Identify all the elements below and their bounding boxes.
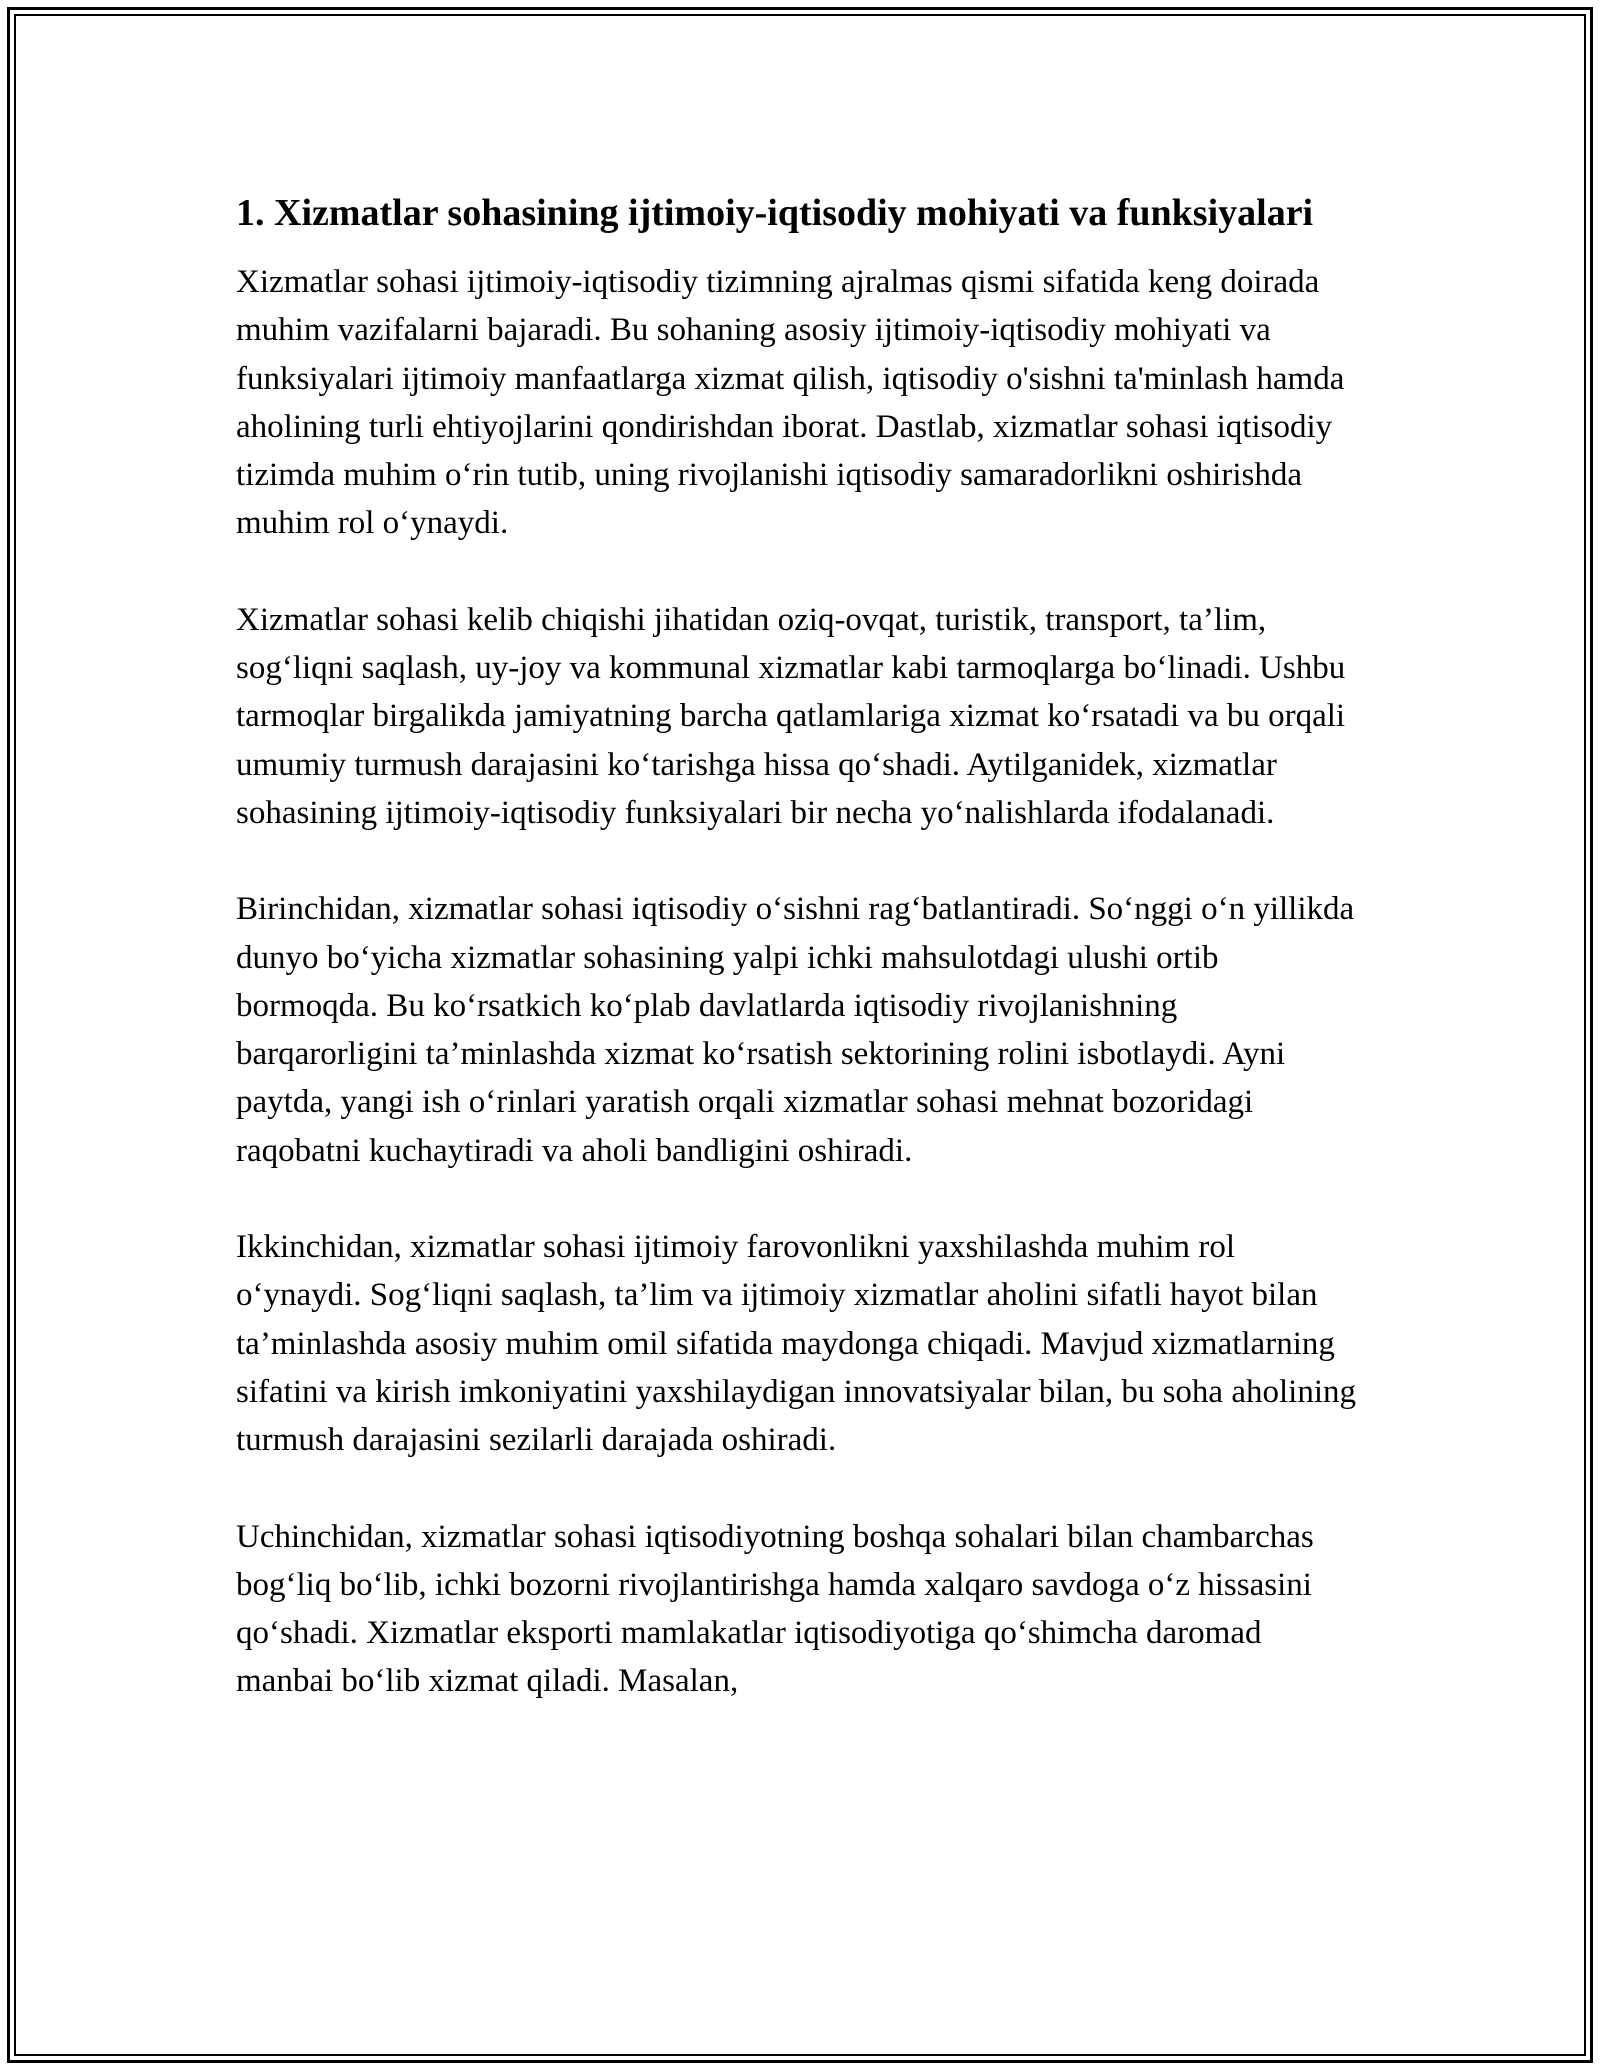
section-heading: 1. Xizmatlar sohasining ijtimoiy-iqtisodiy mohiyati va funksiyalari: [236, 192, 1314, 234]
paragraph-1: Xizmatlar sohasi ijtimoiy-iqtisodiy tizimning ajralmas qismi sifatida keng doirada muhim vazifalarni bajaradi. Bu sohaning asosiy ijtimoiy-iqtisodiy mohiyati va funksiyalari ijtimoiy manfaatlarga xizmat qilish, iqtisodiy o'sishni ta'minlash hamda aholining turli ehtiyojlarini qondirishdan iborat. Dastlab, xizmatlar sohasi iqtisodiy tizimda muhim o‘rin tutib, uning rivojlanishi iqtisodiy samaradorlikni oshirishda muhim rol o‘ynaydi.: [236, 264, 1345, 542]
paragraph-5: Uchinchidan, xizmatlar sohasi iqtisodiyotning boshqa sohalari bilan chambarchas bog‘liq bo‘lib, ichki bozorni rivojlantirishga hamda xalqaro savdoga o‘z hissasini qo‘shadi. Xizmatlar eksporti mamlakatlar iqtisodiyotiga qo‘shimcha daromad manbai bo‘lib xizmat qiladi. Masalan,: [236, 1518, 1314, 1700]
paragraph-2: Xizmatlar sohasi kelib chiqishi jihatidan oziq-ovqat, turistik, transport, ta’lim, sog‘liqni saqlash, uy-joy va kommunal xizmatlar kabi tarmoqlarga bo‘linadi. Ushbu tarmoqlar birgalikda jamiyatning barcha qatlamlariga xizmat ko‘rsatadi va bu orqali umumiy turmush darajasini ko‘tarishga hissa qo‘shadi. Aytilganidek, xizmatlar sohasining ijtimoiy-iqtisodiy funksiyalari bir necha yo‘nalishlarda ifodalanadi.: [236, 601, 1346, 831]
document-body: [236, 186, 1366, 1706]
paragraph-4: Ikkinchidan, xizmatlar sohasi ijtimoiy farovonlikni yaxshilashda muhim rol o‘ynaydi. Sog‘liqni saqlash, ta’lim va ijtimoiy xizmatlar aholini sifatli hayot bilan ta’minlashda asosiy muhim omil sifatida maydonga chiqadi. Mavjud xizmatlarning sifatini va kirish imkoniyatini yaxshilaydigan innovatsiyalar bilan, bu soha aholining turmush darajasini sezilarli darajada oshiradi.: [236, 1229, 1356, 1459]
paragraph-3: Birinchidan, xizmatlar sohasi iqtisodiy o‘sishni rag‘batlantiradi. So‘nggi o‘n yillikda dunyo bo‘yicha xizmatlar sohasining yalpi ichki mahsulotdagi ulushi ortib bormoqda. Bu ko‘rsatkich ko‘plab davlatlarda iqtisodiy rivojlanishning barqarorligini ta’minlashda xizmat ko‘rsatish sektorining rolini isbotlaydi. Ayni paytda, yangi ish o‘rinlari yaratish orqali xizmatlar sohasi mehnat bozoridagi raqobatni kuchaytiradi va aholi bandligini oshiradi.: [236, 891, 1355, 1169]
